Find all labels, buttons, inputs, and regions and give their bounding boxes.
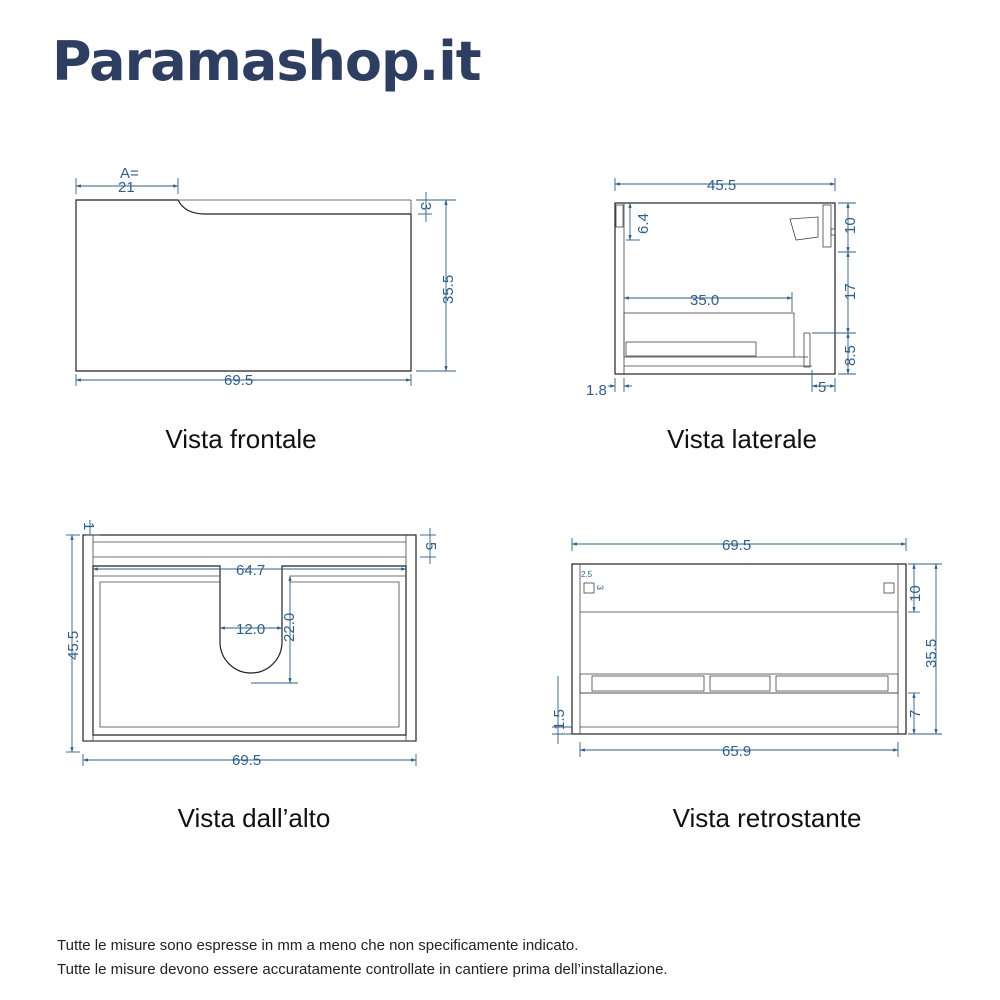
side-d3-dim: 10 [842,217,859,234]
side-view-caption: Vista laterale [667,424,817,454]
back-bracket-w-dim: 2.5 [581,570,593,579]
top-inner-width-dim: 64.7 [236,562,266,579]
side-d7-dim: 5 [818,379,827,396]
back-cabinet-outline [572,564,906,734]
note-line: Tutte le misure sono espresse in mm a meno che non specificamente indicato. [57,937,579,954]
top-depth-dim: 45.5 [65,630,82,660]
front-cabinet-outline [76,200,411,371]
side-view [586,177,859,399]
top-view-caption: Vista dall’alto [177,803,331,833]
back-top-dim: 10 [907,585,924,602]
left-hanging-bracket [584,583,594,593]
top-notch-depth-dim: 22.0 [281,612,298,642]
front-view-caption: Vista frontale [165,424,317,454]
top-back1-dim: 1 [80,522,97,531]
back-bottom-dim: 7 [907,709,924,718]
top-back2-dim: 5 [422,542,439,551]
front-view [76,165,457,389]
top-drawer-notch [93,566,406,735]
back-bracket-h-dim: 3 [595,585,605,591]
side-d4-dim: 17 [842,283,859,300]
back-height-dim: 35.5 [923,638,940,668]
front-a-label: A= [120,165,139,182]
note-line: Tutte le misure devono essere accuratamente controllate in cantiere prima dell’installazione. [57,961,668,978]
front-a-value: 21 [118,179,135,196]
back-view [551,537,942,760]
side-d1-dim: 6.4 [635,213,652,234]
back-inner-width-dim: 65.9 [722,743,752,760]
front-width-dim: 69.5 [224,372,254,389]
top-view [65,520,439,769]
side-depth-dim: 45.5 [707,177,737,194]
right-hanging-bracket [884,583,894,593]
side-d6-dim: 1.8 [586,382,607,399]
notes [57,934,668,982]
brand-logo: Paramashop.it [52,30,481,93]
front-height-dim: 35.5 [440,274,457,304]
side-d5-dim: 8.5 [842,345,859,366]
back-width-dim: 69.5 [722,537,752,554]
top-notch-width-dim: 12.0 [236,621,266,638]
front-top-dim: 3 [417,202,434,211]
side-d2-dim: 35.0 [690,292,720,309]
top-width-dim: 69.5 [232,752,262,769]
back-view-caption: Vista retrostante [672,803,862,833]
back-small-dim: 1.5 [551,709,568,730]
